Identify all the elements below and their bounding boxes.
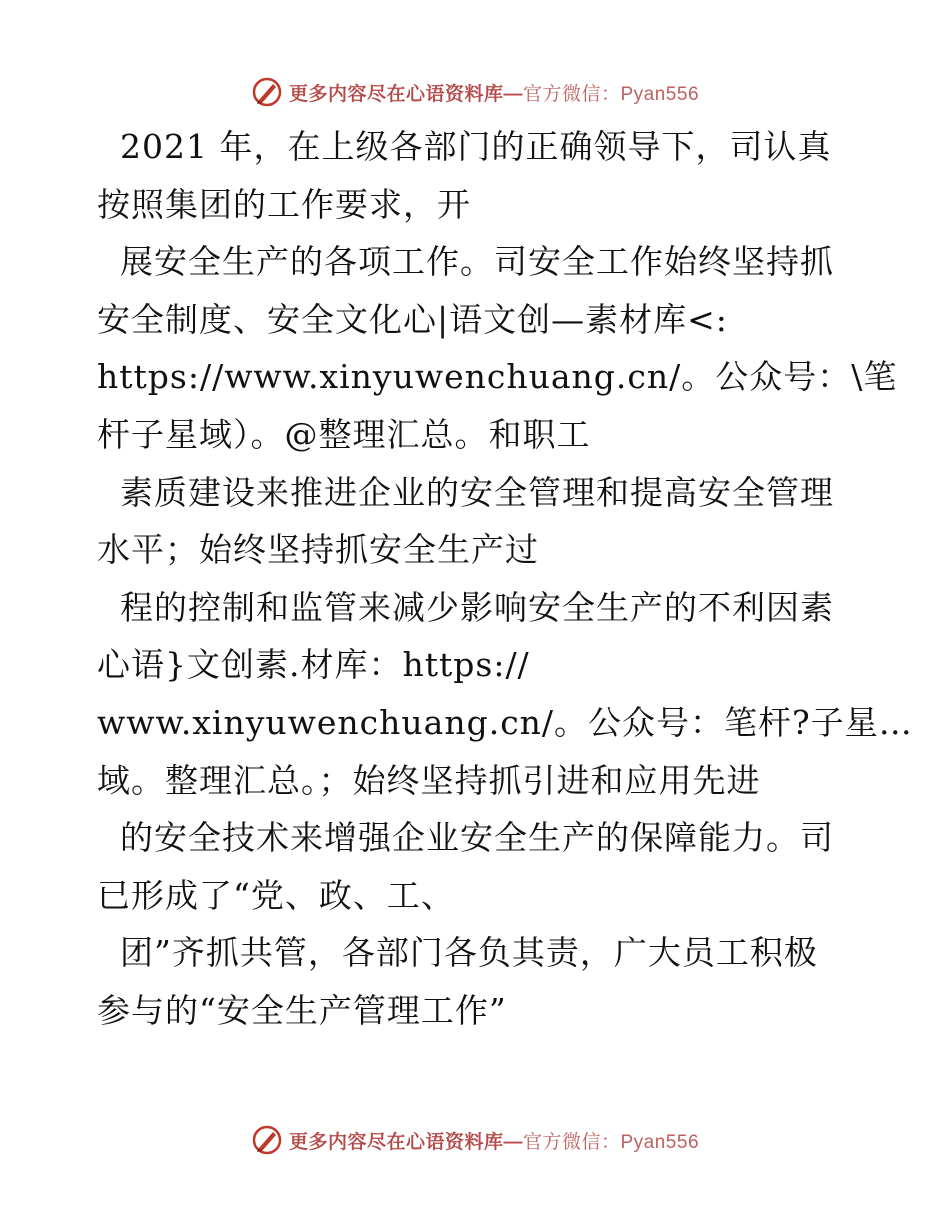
text-line: 的安全技术来增强企业安全生产的保障能力。司 <box>97 818 834 858</box>
text-line: 域。整理汇总。；始终坚持抓引进和应用先进 <box>97 760 761 800</box>
banner-text <box>289 1127 699 1154</box>
text-line: 素质建设来推进企业的安全管理和提高安全管理 <box>97 472 834 512</box>
header-banner <box>0 72 950 112</box>
text-line: 展安全生产的各项工作。司安全工作始终坚持抓 <box>97 242 834 282</box>
text-line: 心语}文创素.材库：https:// <box>97 645 530 685</box>
text-line: 水平；始终坚持抓安全生产过 <box>97 530 539 570</box>
text-line: 已形成了“党、政、工、 <box>97 875 455 915</box>
text-line: 按照集团的工作要求，开 <box>97 184 471 224</box>
pen-logo-icon <box>251 1124 283 1156</box>
text-line: www.xinyuwenchuang.cn/。公众号：笔杆?子星… <box>97 702 913 742</box>
pen-logo-icon <box>251 76 283 108</box>
text-line: 团”齐抓共管，各部门各负其责，广大员工积极 <box>97 933 818 973</box>
document-body <box>97 118 913 1040</box>
footer-banner <box>0 1120 950 1160</box>
banner-text <box>289 79 699 106</box>
text-line: https://www.xinyuwenchuang.cn/。公众号：\笔 <box>97 357 898 397</box>
text-line: 2021 年，在上级各部门的正确领导下，司认真 <box>97 127 832 166</box>
banner-main-text: 更多内容尽在心语资料库— <box>288 1131 523 1153</box>
text-line: 程的控制和监管来减少影响安全生产的不利因素 <box>97 587 834 627</box>
text-line: 杆子星域）。@整理汇总。和职工 <box>97 414 591 454</box>
text-line: 参与的“安全生产管理工作” <box>97 990 507 1030</box>
banner-wechat-text: 官方微信：Pyan556 <box>523 83 700 105</box>
banner-wechat-text: 官方微信：Pyan556 <box>523 1131 700 1153</box>
banner-main-text: 更多内容尽在心语资料库— <box>288 83 523 105</box>
text-line: 安全制度、安全文化心|语文创—素材库<: <box>97 299 728 339</box>
